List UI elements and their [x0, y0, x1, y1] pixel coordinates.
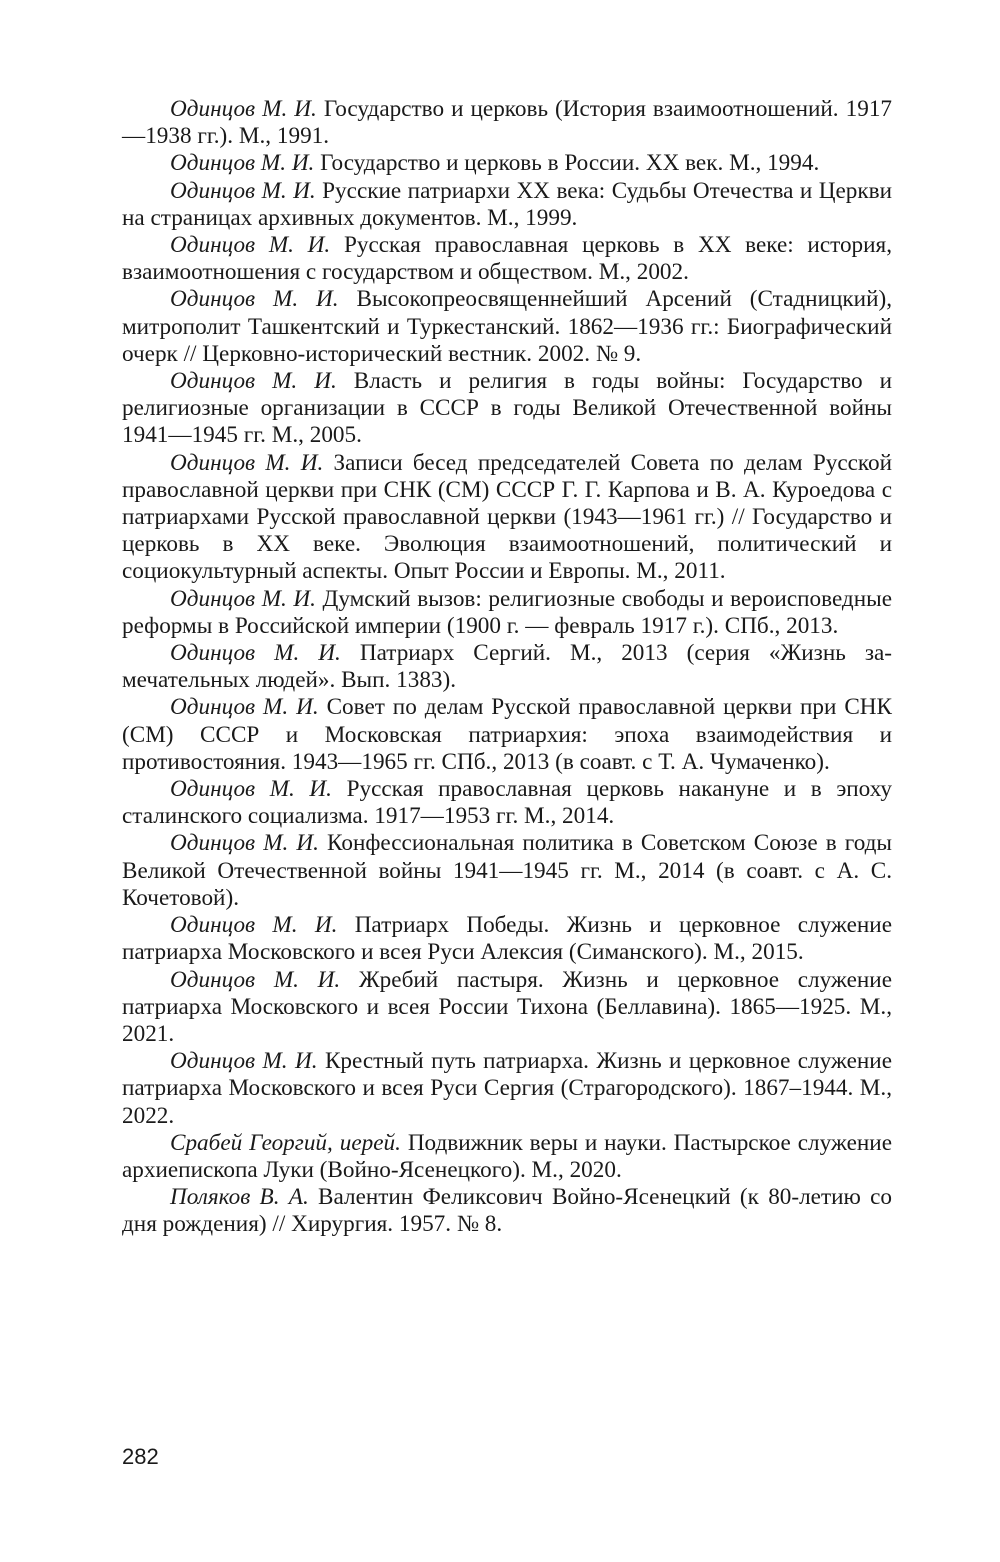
entry-author: Одинцов М. И.	[170, 966, 341, 993]
bibliography-entry	[122, 178, 892, 232]
bibliography-entry	[122, 967, 892, 1049]
entry-author: Одинцов М. И.	[170, 232, 331, 259]
bibliography-entry	[122, 368, 892, 450]
entry-text: Совет по делам Русской православной церкви при СНК (СМ) СССР и Московская патриархия: эпоха взаимодействия и противостояния. 1943—1965 гг. СПб., 2013 (в соавт. с Т. А. Чумаченко).	[122, 694, 892, 775]
entry-author: Срабей Георгий, иерей.	[170, 1129, 401, 1156]
entry-author: Одинцов М. И.	[170, 776, 332, 803]
entry-text: Валентин Феликсович Войно-Ясенецкий (к 80-летию со дня рождения) // Хирургия. 1957. № 8.	[122, 1184, 892, 1238]
entry-author: Одинцов М. И.	[170, 585, 316, 612]
bibliography-entry	[122, 830, 892, 912]
entry-text: Патриарх Сергий. М., 2013 (серия «Жизнь замечательных людей». Вып. 1383).	[122, 640, 893, 694]
entry-author: Одинцов М. И.	[170, 286, 339, 313]
entry-text: Подвижник веры и науки. Пастырское служение архиепископа Луки (Войно-Ясенецкого). М., 2020.	[122, 1129, 893, 1183]
entry-author: Одинцов М. И.	[170, 96, 317, 122]
entry-author: Одинцов М. И.	[170, 449, 324, 476]
entry-text: Записи бесед председателей Совета по делам Русской православной церкви при СНК (СМ) СССР Г. Г. Карпова и В. А. Куроедова с патриархами Русской православной церкви (1943—1961 гг.) // Государство и церковь в XX веке. Эволюция взаимоотношений, политический и социокультурный аспекты. Опыт России и Европы. М., 2011.	[122, 449, 892, 585]
entry-text: Высокопреосвященнейший Арсений (Стадницкий), митрополит Ташкентский и Туркестанский. 1862—1936 гг.: Биографический очерк // Церковно-исторический вестник. 2002. № 9.	[122, 286, 893, 367]
entry-author: Одинцов М. И.	[170, 150, 315, 177]
bibliography-entry	[122, 1130, 892, 1184]
entry-author: Одинцов М. И.	[170, 177, 316, 204]
entry-author: Поляков В. А.	[170, 1184, 309, 1211]
bibliography-entry	[122, 776, 892, 830]
bibliography-entry	[122, 232, 892, 286]
bibliography-entry	[122, 1184, 892, 1238]
page-number: 282	[122, 1444, 159, 1469]
entry-author: Одинцов М. И.	[170, 694, 319, 721]
bibliography-list	[122, 96, 892, 1239]
entry-text: Государство и церковь в России. XX век. М., 1994.	[320, 150, 820, 177]
entry-text: Власть и религия в годы войны: Государство и религиозные организации в СССР в годы Великой Отечественной войны 1941—1945 гг. М., 2005.	[122, 368, 893, 449]
bibliography-entry	[122, 694, 892, 776]
entry-text: Государство и церковь (История взаимоотношений. 1917—1938 гг.). М., 1991.	[122, 96, 893, 150]
entry-author: Одинцов М. И.	[170, 912, 338, 939]
bibliography-entry	[122, 450, 892, 586]
bibliography-entry	[122, 1048, 892, 1130]
entry-text: Думский вызов: религиозные свободы и вероисповедные реформы в Российской империи (1900 г. — февраль 1917 г.). СПб., 2013.	[122, 585, 893, 639]
bibliography-entry	[122, 586, 892, 640]
bibliography-entry	[122, 640, 892, 694]
entry-author: Одинцов М. И.	[170, 830, 319, 857]
entry-text: Русская православная церковь в XX веке: история, взаимоотношения с государством и обществом. М., 2002.	[122, 232, 893, 286]
entry-author: Одинцов М. И.	[170, 1048, 318, 1075]
entry-author: Одинцов М. И.	[170, 368, 337, 395]
entry-text: Русская православная церковь накануне и в эпоху сталинского социализма. 1917—1953 гг. М., 2014.	[122, 776, 892, 830]
entry-text: Патриарх Победы. Жизнь и церковное служение патриарха Московского и всея Руси Алексия (Симанского). М., 2015.	[122, 912, 893, 966]
bibliography-entry	[122, 286, 892, 368]
bibliography-entry	[122, 912, 892, 966]
bibliography-entry	[122, 96, 892, 150]
entry-text: Крестный путь патриарха. Жизнь и церковное служение патриарха Московского и всея Руси Сергия (Страгородского). 1867–1944. М., 2022.	[122, 1048, 893, 1129]
entry-text: Русские патриархи XX века: Судьбы Отечества и Церкви на страницах архивных документов. М., 1999.	[122, 177, 892, 231]
entry-text: Жребий пастыря. Жизнь и церковное служение патриарха Московского и всея России Тихона (Беллавина). 1865—1925. М., 2021.	[122, 966, 893, 1047]
entry-author: Одинцов М. И.	[170, 640, 341, 667]
entry-text: Конфессиональная политика в Советском Союзе в годы Великой Отечественной войны 1941—1945 гг. М., 2014 (в соавт. с А. С. Кочетовой).	[122, 830, 892, 911]
bibliography-entry	[122, 150, 892, 177]
